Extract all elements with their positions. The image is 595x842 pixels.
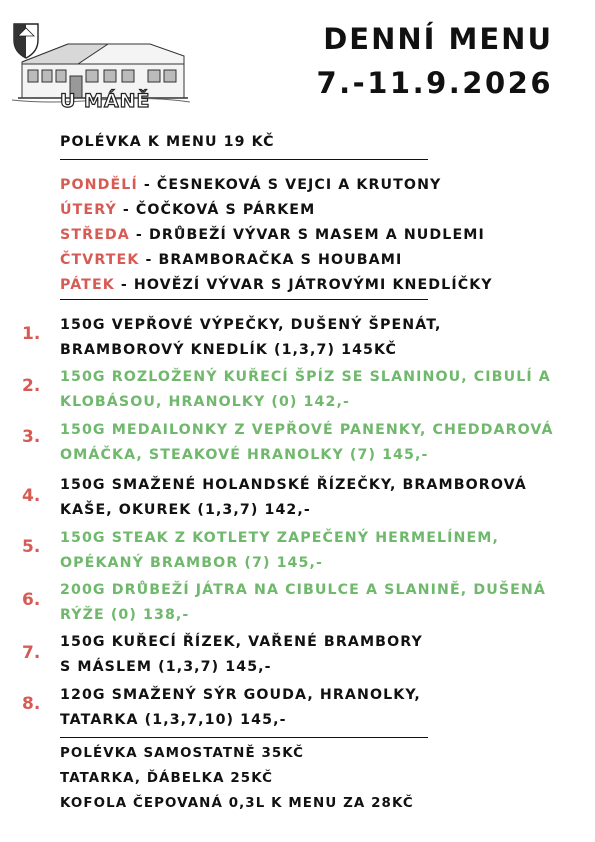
dish-line: KAŠE, OKUREK (1,3,7) 142,- [60,502,311,518]
dish-number: 3. [22,427,41,447]
dish-line: 150G MEDAILONKY Z VEPŘOVÉ PANENKY, CHEDDAROVÁ [60,422,554,438]
dish-line: 150G ROZLOŽENÝ KUŘECÍ ŠPÍZ SE SLANINOU, CIBULÍ A [60,369,551,385]
dish-line: 150G VEPŘOVÉ VÝPEČKY, DUŠENÝ ŠPENÁT, [60,317,442,333]
divider [60,159,428,160]
dish-number: 8. [22,694,41,714]
footer-line: POLÉVKA SAMOSTATNĚ 35KČ [60,746,305,761]
dish-line: 150G SMAŽENÉ HOLANDSKÉ ŘÍZEČKY, BRAMBOROVÁ [60,477,527,493]
dish-number: 1. [22,324,41,344]
footer-line: KOFOLA ČEPOVANÁ 0,3L K MENU ZA 28KČ [60,796,414,811]
dish-number: 5. [22,537,41,557]
dish-line: OMÁČKA, STEAKOVÉ HRANOLKY (7) 145,- [60,447,429,463]
dish-item [60,526,499,576]
day-name: ČTVRTEK [60,252,140,268]
soup-header: POLÉVKA K MENU 19 KČ [60,134,275,150]
dish-item [60,630,423,680]
dish-line: 150G STEAK Z KOTLETY ZAPEČENÝ HERMELÍNEM, [60,530,499,546]
dish-line: 120G SMAŽENÝ SÝR GOUDA, HRANOLKY, [60,687,421,703]
dish-item [60,418,554,468]
dish-number: 4. [22,486,41,506]
dish-number: 7. [22,643,41,663]
divider [60,737,428,738]
dish-number: 6. [22,590,41,610]
soup-row-monday [60,177,441,193]
dish-item [60,473,527,523]
date-range: 7.-11.9.2026 [316,66,553,100]
soup-row-thursday [60,252,402,268]
day-name: PÁTEK [60,277,115,293]
dish-line: 200G DRŮBEŽÍ JÁTRA NA CIBULCE A SLANINĚ, DUŠENÁ [60,582,546,598]
day-name: STŘEDA [60,227,130,243]
page-title: DENNÍ MENU [323,22,553,56]
logo-text: U MÁNĚ [60,90,151,112]
dish-number: 2. [22,376,41,396]
dish-line: TATARKA (1,3,7,10) 145,- [60,712,287,728]
day-name: PONDĚLÍ [60,177,138,193]
dish-item [60,683,421,733]
soup-text: - ČESNEKOVÁ S VEJCI A KRUTONY [137,177,442,193]
soup-text: - ČOČKOVÁ S PÁRKEM [116,202,316,218]
day-name: ÚTERÝ [60,202,117,218]
dish-line: KLOBÁSOU, HRANOLKY (0) 142,- [60,394,350,410]
soup-row-tuesday [60,202,315,218]
dish-item [60,578,546,628]
dish-line: BRAMBOROVÝ KNEDLÍK (1,3,7) 145KČ [60,342,397,358]
dish-item [60,313,441,363]
divider [60,299,428,300]
dish-line: 150G KUŘECÍ ŘÍZEK, VAŘENÉ BRAMBORY [60,634,423,650]
soup-text: - BRAMBORAČKA S HOUBAMI [139,252,403,268]
restaurant-logo [8,14,194,112]
soup-row-friday [60,277,493,293]
dish-line: S MÁSLEM (1,3,7) 145,- [60,659,272,675]
footer-line: TATARKA, ĎÁBELKA 25KČ [60,771,274,786]
coat-of-arms-icon [14,24,38,58]
dish-item [60,365,551,415]
soup-text: - DRŮBEŽÍ VÝVAR S MASEM A NUDLEMI [129,227,485,243]
dish-line: OPÉKANÝ BRAMBOR (7) 145,- [60,555,323,571]
soup-text: - HOVĚZÍ VÝVAR S JÁTROVÝMI KNEDLÍČKY [114,277,493,293]
dish-line: RÝŽE (0) 138,- [60,607,190,623]
soup-row-wednesday [60,227,485,243]
